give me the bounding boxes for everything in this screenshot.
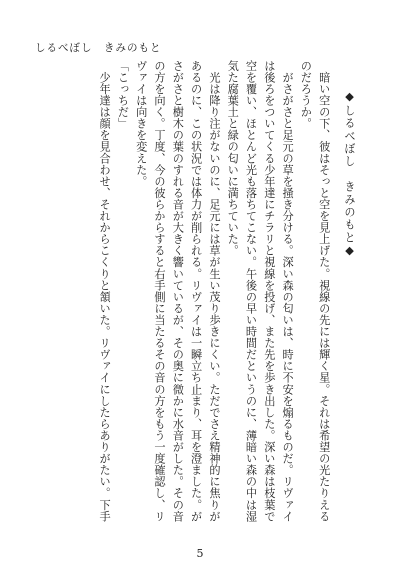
text-line: は後ろをついてくる少年達にチラリと視線を投げ、また先を歩き出した。深い森は枝葉で: [262, 60, 276, 522]
text-line: 空を覆い、ほとんど光も落ちてこない。午後の早い時間だというのに、薄暗い森の中は湿: [244, 60, 258, 522]
text-line: 少年達は顔を見合わせ、それからこくりと頷いた。リヴァイにしたらありがたい。下手: [98, 60, 112, 522]
text-line: ヴァイは向きを変えた。: [134, 60, 148, 188]
running-head: しるべぼし きみのもと: [35, 42, 162, 54]
page-number: 5: [196, 547, 204, 560]
text-line: の方を向く。丁度、今の彼らからすると右手側に当たるその音の方をもう一度確認し、リ: [153, 60, 167, 522]
text-line: 気た腐葉土と緑の匂いに満ちていた。: [226, 60, 240, 257]
body-text: [42, 60, 358, 530]
text-line: あるのに、この状況では体力が削られる。リヴァイは一瞬立ち止まり、耳を澄ました。が: [189, 60, 203, 522]
text-line: さがさと樹木の葉のすれる音が大きく響いているが、その奥に微かに水音がした。その音: [171, 60, 185, 522]
text-line: のだろうか。: [299, 60, 313, 130]
text-line: 光は降り注がないのに、足元には草が生い茂り歩きにくい。ただでさえ精神的に焦りが: [207, 60, 221, 522]
text-line: がさがさと足元の草を掻き分ける。深い森の匂いは、時に不安を煽るものだ。リヴァイ: [281, 60, 295, 522]
chapter-title: ◆しるべぼし きみのもと◆: [343, 90, 356, 259]
text-line: 暗い空の下、彼はそっと空を見上げた。視線の先には輝く星。それは希望の光たりえる: [317, 60, 331, 522]
text-line: 「こっちだ」: [116, 60, 130, 130]
